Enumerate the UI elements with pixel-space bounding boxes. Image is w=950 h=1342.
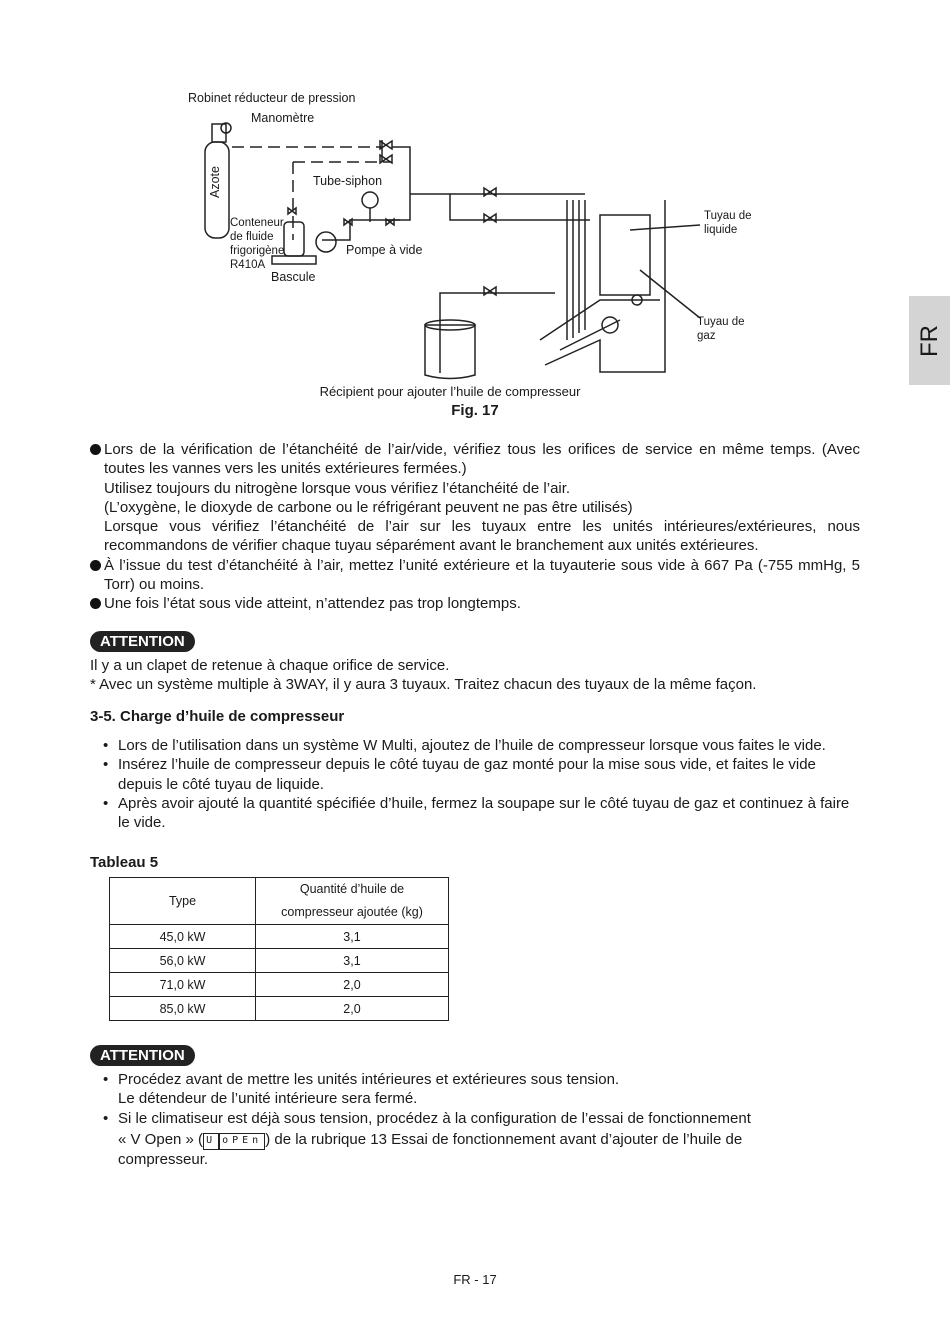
bullet-list (90, 440, 860, 614)
header-type: Type (110, 878, 256, 925)
figure-17-diagram (0, 0, 950, 400)
label-gas-pipe: Tuyau de gaz (697, 316, 745, 342)
list-item: • Lors de l’utilisation dans un système W Multi, ajoutez de l’huile de compresseur lorsque vous faites le vide. (103, 737, 826, 754)
label-nitrogen: Azote (208, 166, 222, 198)
bullet-dot-icon (90, 598, 101, 609)
language-tab-label: FR (915, 324, 943, 357)
table-row (110, 925, 449, 949)
oil-beaker (425, 325, 475, 379)
list-item: • Après avoir ajouté la quantité spécifiée d’huile, fermez la soupape sur le côté tuyau de gaz et continuez à faire le vide. (103, 794, 850, 832)
bullet-item: Une fois l’état sous vide atteint, n’attendez pas trop longtemps. (90, 594, 860, 613)
cell-quantity: 3,1 (256, 949, 449, 973)
attention-badge: ATTENTION (90, 1045, 195, 1066)
label-pressure-regulator: Robinet réducteur de pression (188, 91, 356, 105)
list-item: • Insérez l’huile de compresseur depuis le côté tuyau de gaz monté pour la mise sous vide, et faites le vide depuis le côté tuyau de liquide. (103, 756, 816, 793)
bullet-item: À l’issue du test d’étanchéité à l’air, mettez l’unité extérieure et la tuyauterie sous vide à 667 Pa (-755 mmHg, 5 Torr) ou moins. (90, 556, 860, 595)
cell-quantity: 3,1 (256, 925, 449, 949)
page-number: FR - 17 (453, 1272, 497, 1287)
label-vacuum-pump: Pompe à vide (346, 243, 423, 257)
section-list (100, 736, 860, 832)
segment-display: U (203, 1133, 219, 1150)
bullet-dot-icon (90, 560, 101, 571)
cell-type: 45,0 kW (110, 925, 256, 949)
label-scale: Bascule (271, 270, 316, 284)
vacuum-pump (316, 232, 336, 252)
refrigerant-container (284, 222, 304, 256)
label-oil-container: Récipient pour ajouter l’huile de compresseur (319, 384, 581, 399)
attention-badge: ATTENTION (90, 631, 195, 652)
figure-caption: Fig. 17 (451, 402, 499, 419)
table-row (110, 949, 449, 973)
header-quantity: Quantité d’huile de compresseur ajoutée (kg) (256, 878, 449, 925)
section-title: 3-5. Charge d’huile de compresseur (90, 708, 345, 725)
attention-text: Il y a un clapet de retenue à chaque orifice de service. * Avec un système multiple à 3WAY, il y aura 3 tuyaux. Traitez chacun des tuyaux de la même façon. (90, 657, 757, 694)
table-title: Tableau 5 (90, 854, 159, 871)
vacuum-gauge (362, 192, 378, 208)
label-refrigerant-container: Conteneur de fluide frigorigène R410A (230, 217, 285, 271)
bullet-dot-icon (90, 444, 101, 455)
table-row (110, 973, 449, 997)
bullet-item: Lors de la vérification de l’étanchéité de l’air/vide, vérifiez tous les orifices de service en même temps. (Avec toutes les vannes vers les unités extérieures fermées.) Utilisez toujours du nitrogène lorsque vous vérifiez l’étanchéité de l’air. (L’oxygène, le dioxyde de carbone ou le réfrigérant peuvent ne pas être utilisés) Lorsque vous vérifiez l’étanchéité de l’air sur les tuyaux entre les unités intérieures/extérieures, nous recommandons de vérifier chaque tuyau séparément avant le branchement aux unités extérieures. (90, 440, 860, 556)
segment-display: oPEn (219, 1133, 265, 1150)
oil-quantity-table (109, 877, 449, 1021)
cell-type: 56,0 kW (110, 949, 256, 973)
label-liquid-pipe: Tuyau de liquide (704, 210, 752, 236)
label-manometer: Manomètre (251, 111, 315, 125)
cell-type: 85,0 kW (110, 997, 256, 1021)
cell-quantity: 2,0 (256, 973, 449, 997)
cell-quantity: 2,0 (256, 997, 449, 1021)
table-row (110, 997, 449, 1021)
list-item: • Procédez avant de mettre les unités intérieures et extérieures sous tension. Le détendeur de l’unité intérieure sera fermé. (103, 1071, 620, 1108)
table-header-row (110, 878, 449, 925)
label-tube-siphon: Tube-siphon (313, 174, 383, 188)
cell-type: 71,0 kW (110, 973, 256, 997)
list-item: • Si le climatiseur est déjà sous tension, procédez à la configuration de l’essai de fonctionnement « V Open » ( U oPEn ) de la rubrique 13 Essai de fonctionnement avant d’ajouter de l’huile de compresseur. (103, 1109, 751, 1168)
attention-list (100, 1070, 860, 1169)
